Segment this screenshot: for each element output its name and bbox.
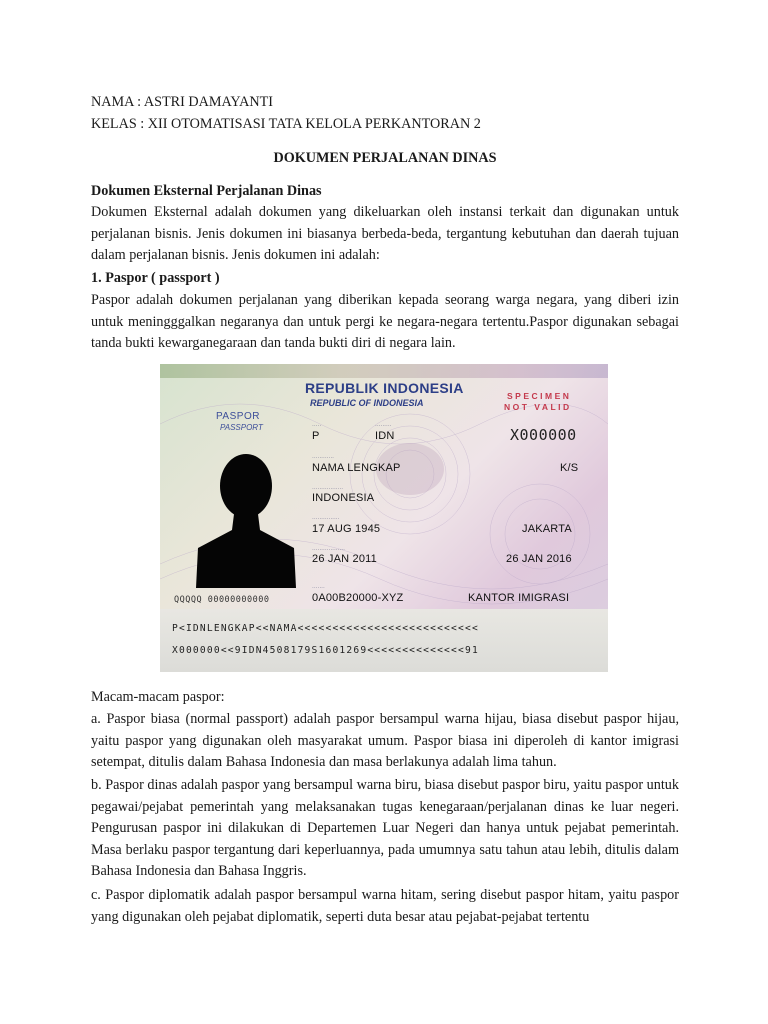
field-caption-issue: ·················· xyxy=(312,547,345,553)
passport-expiry-date: 26 JAN 2016 xyxy=(506,553,572,565)
paspor-heading: 1. Paspor ( passport ) xyxy=(91,270,220,286)
passport-label-en: PASSPORT xyxy=(220,423,263,432)
paspor-biasa-paragraph: a. Paspor biasa (normal passport) adalah paspor bersampul warna hijau, biasa disebut paspor hijau, yaitu paspor yang digunakan oleh masyarakat umum. Paspor biasa ini diperoleh di kantor imigrasi setempat, ditulis dalam Bahasa Indonesia dan masa berlakunya adalah lima tahun. xyxy=(91,711,679,770)
passport-issuing-office: KANTOR IMIGRASI xyxy=(468,592,570,604)
passport-country-code: IDN xyxy=(375,430,395,442)
paspor-description: Paspor adalah dokumen perjalanan yang diberikan kepada seorang warga negara, yang diberi izin untuk meningggalkan negaranya dan untuk pergi ke negara-negara tertentu.Paspor digunakan sebagai tanda bukti kewarganegaraan dan tanda bukti diri di negara lain. xyxy=(91,292,679,351)
passport-holder-name: NAMA LENGKAP xyxy=(312,462,401,474)
passport-birth-place: JAKARTA xyxy=(522,523,572,535)
field-caption-nationality: ················· xyxy=(312,486,344,492)
passport-type: P xyxy=(312,430,320,442)
student-class: KELAS : XII OTOMATISASI TATA KELOLA PERKANTORAN 2 xyxy=(91,116,481,132)
document-title: DOKUMEN PERJALANAN DINAS xyxy=(273,150,497,166)
passport-issue-date: 26 JAN 2011 xyxy=(312,553,377,565)
passport-sex: K/S xyxy=(560,462,579,474)
passport-photo-silhouette xyxy=(196,438,296,588)
passport-country: REPUBLIK INDONESIA xyxy=(305,380,464,396)
passport-mrz-line-1: P<IDNLENGKAP<<NAMA<<<<<<<<<<<<<<<<<<<<<<<<<< xyxy=(172,623,479,634)
section-heading: Dokumen Eksternal Perjalanan Dinas xyxy=(91,183,322,199)
field-caption-reg: ······· xyxy=(312,585,325,591)
macam-heading: Macam-macam paspor: xyxy=(91,689,225,705)
field-caption-name: ············ xyxy=(312,455,334,461)
passport-reg-number: 0A00B20000-XYZ xyxy=(312,592,404,604)
passport-number: X000000 xyxy=(510,426,577,444)
student-name: NAMA : ASTRI DAMAYANTI xyxy=(91,94,273,110)
passport-doc-code: QQQQQ 00000000000 xyxy=(174,595,270,605)
passport-specimen-mark: SPECIMEN xyxy=(507,391,572,401)
passport-not-valid-mark: NOT VALID xyxy=(504,402,572,412)
section-intro: Dokumen Eksternal adalah dokumen yang dikeluarkan oleh instansi terkait dan digunakan untuk perjalanan bisnis. Jenis dokumen ini biasanya berbeda-beda, tergantung kebutuhan dan daerah tujuan dalam perjalanan bisnis. Jenis dokumen ini adalah: xyxy=(91,204,679,263)
passport-nationality: INDONESIA xyxy=(312,492,375,504)
paspor-diplomatik-paragraph: c. Paspor diplomatik adalah paspor bersampul warna hitam, sering disebut paspor hitam, yaitu paspor yang digunakan oleh pejabat diplomatik, seperti duta besar atau pejabat-pejabat tertentu xyxy=(91,887,679,925)
field-caption-type: ····· xyxy=(312,423,322,429)
field-caption-code: ········· xyxy=(375,423,392,429)
passport-birth-date: 17 AUG 1945 xyxy=(312,523,381,535)
passport-label-id: PASPOR xyxy=(216,411,260,422)
passport-country-en: REPUBLIC OF INDONESIA xyxy=(310,398,424,408)
passport-image xyxy=(160,364,608,672)
passport-mrz-line-2: X000000<<9IDN4508179S1601269<<<<<<<<<<<<<<91 xyxy=(172,645,479,656)
field-caption-birth: ··············· xyxy=(312,516,340,522)
paspor-dinas-paragraph: b. Paspor dinas adalah paspor yang bersampul warna biru, biasa disebut paspor biru, yaitu paspor untuk pegawai/pejabat pemerintah yang melaksanakan tugas kenegaraan/perjalanan dinas ke luar negeri. Pengurusan paspor ini dilakukan di Departemen Luar Negeri dan hanya untuk pejabat pemerintah. Masa berlaku paspor tergantung dari keperluannya, pada umumnya satu tahun atau lebih, ditulis dalam Bahasa Indonesia dan Bahasa Inggris. xyxy=(91,777,679,879)
